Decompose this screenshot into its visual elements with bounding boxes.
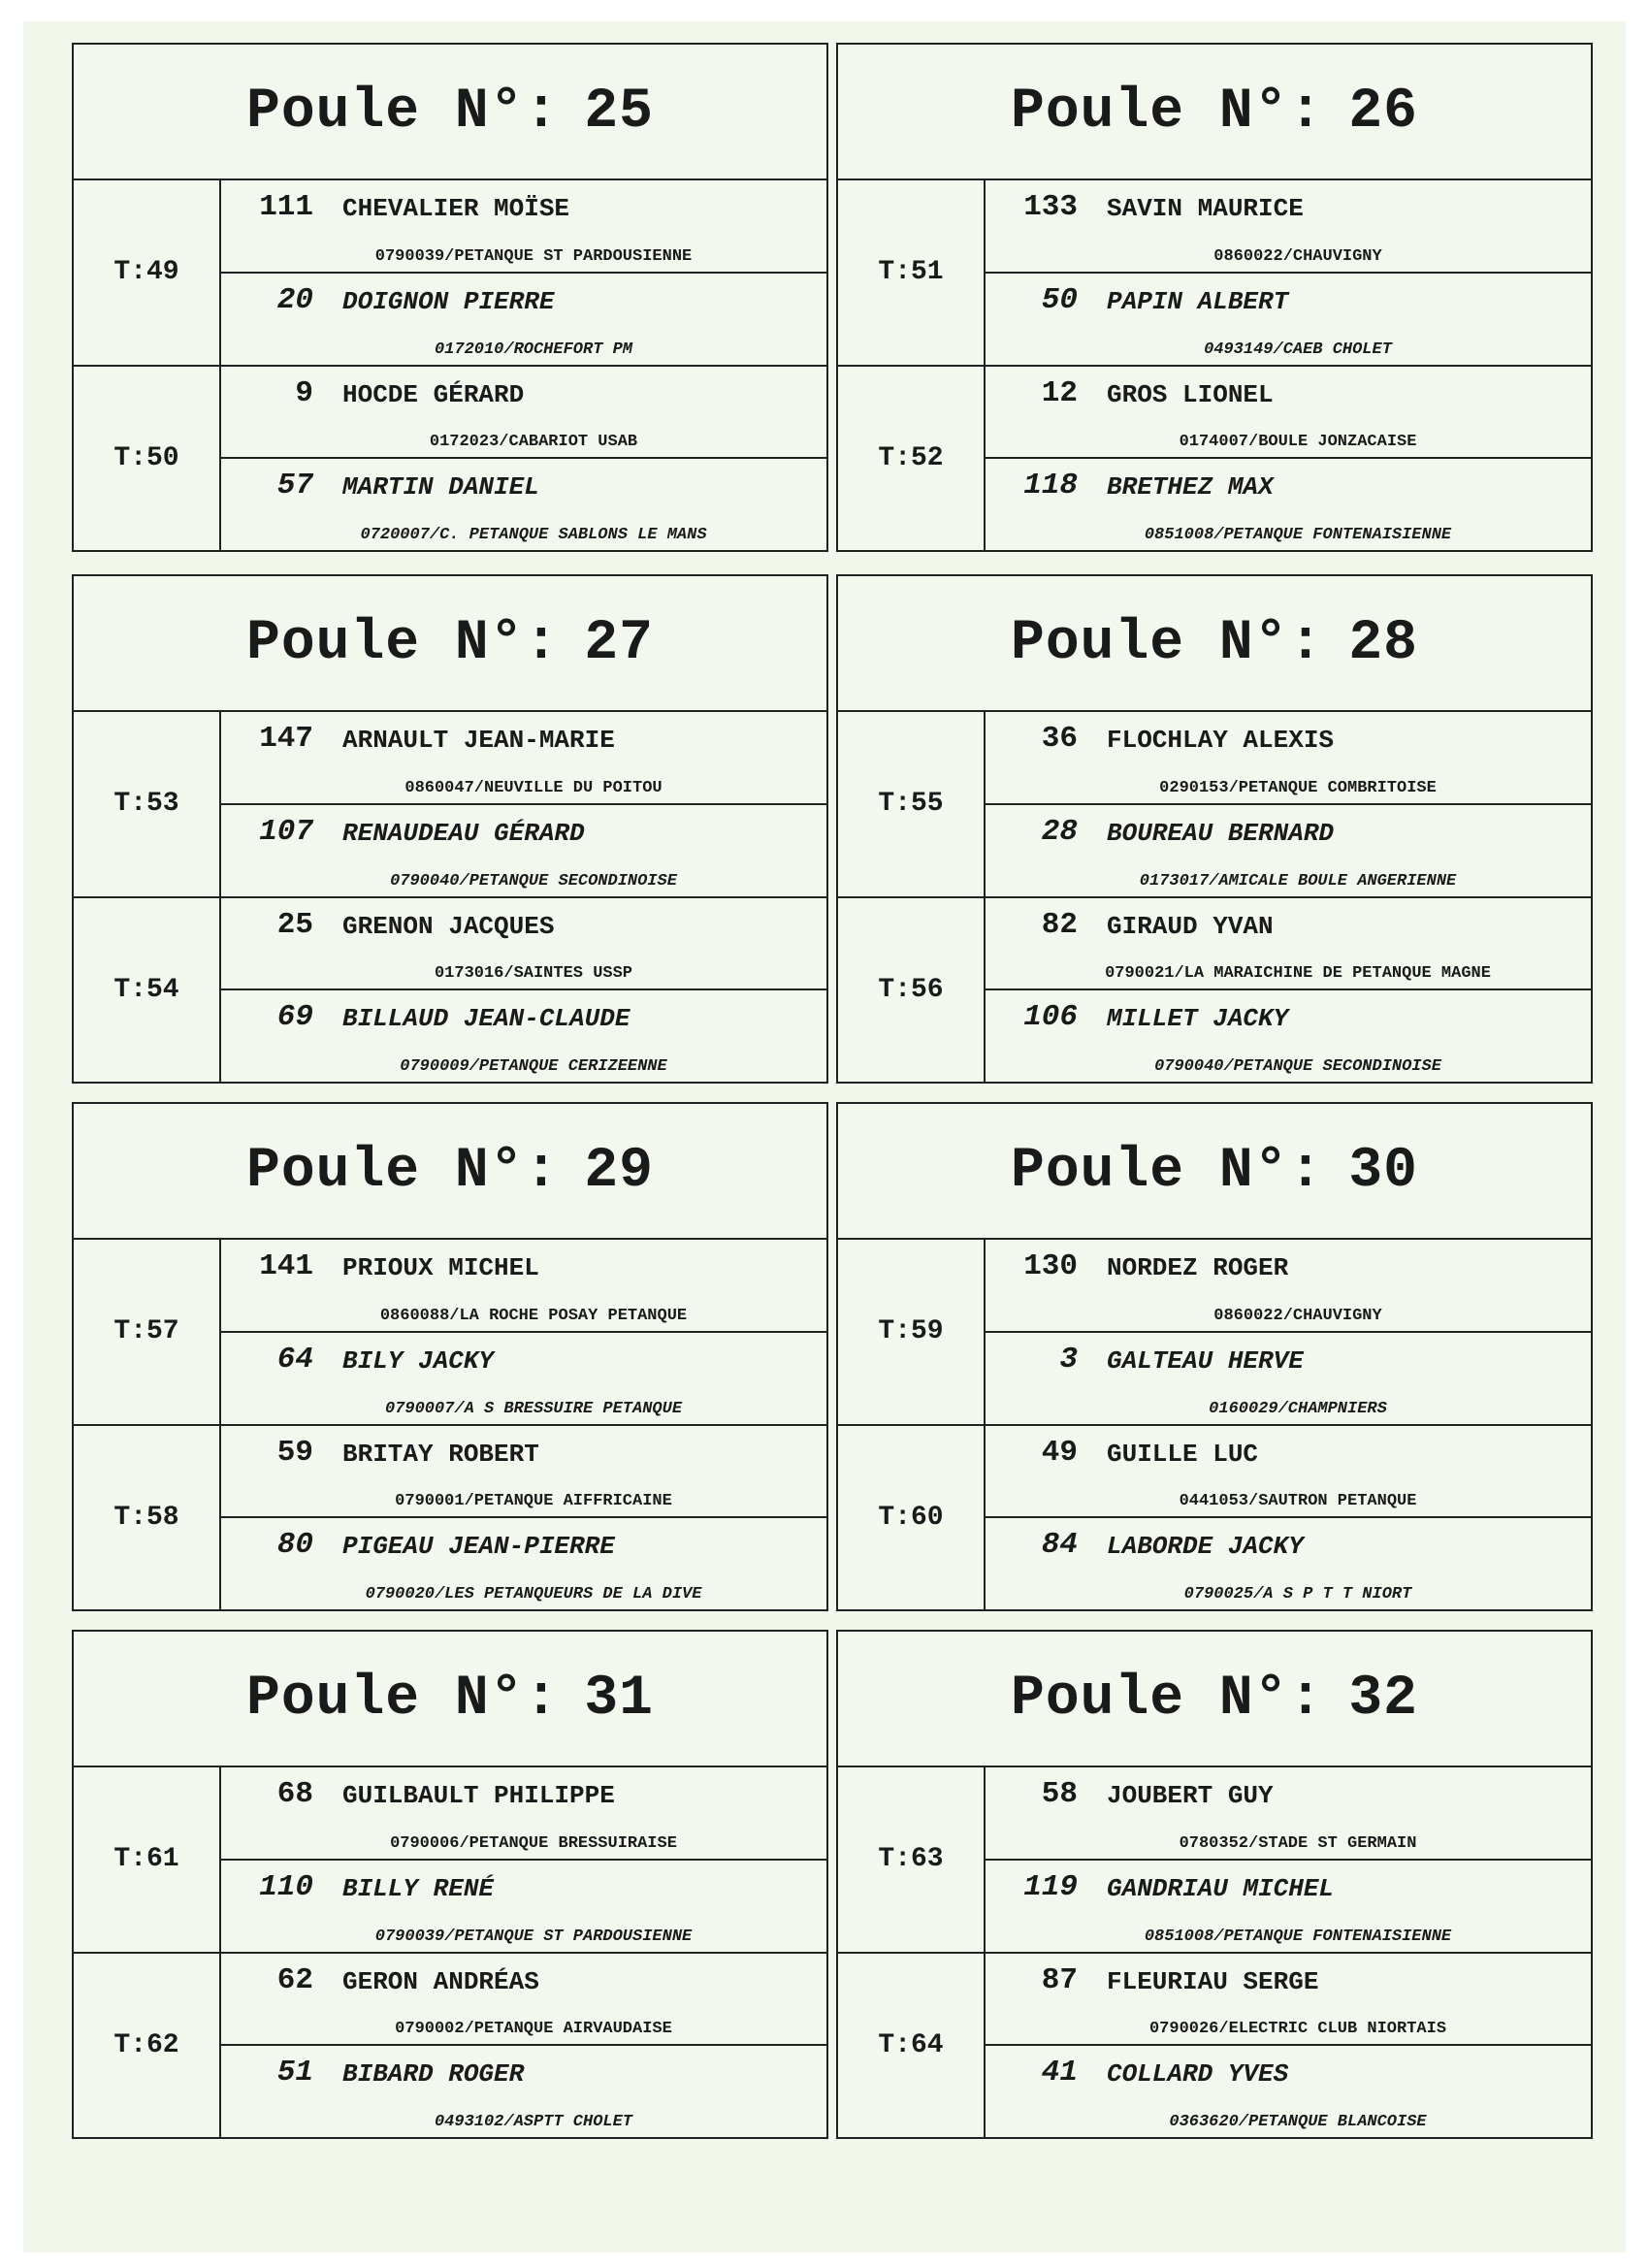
player-name: PIGEAU JEAN-PIERRE	[342, 1532, 615, 1562]
table-block	[838, 180, 1591, 367]
player-name: BILY JACKY	[342, 1345, 495, 1376]
player-number: 69	[276, 1000, 313, 1035]
poule-tables	[74, 1240, 826, 1609]
table-players	[221, 1426, 826, 1610]
table-block	[838, 1954, 1591, 2138]
player-number: 36	[1041, 722, 1078, 756]
player-club: 0790020/LES PETANQUEURS DE LA DIVE	[365, 1585, 702, 1604]
player-row	[986, 1333, 1591, 1424]
table-players	[986, 1426, 1591, 1610]
poule-number: 30	[1348, 1139, 1418, 1203]
player-name: GANDRIAU MICHEL	[1107, 1873, 1335, 1903]
player-name: BILLY RENÉ	[342, 1873, 495, 1903]
poule-title	[838, 576, 1591, 712]
player-number: 84	[1041, 1528, 1078, 1563]
poule-label: Poule N°:	[1011, 80, 1324, 144]
player-club: 0441053/SAUTRON PETANQUE	[1179, 1492, 1417, 1511]
player-row	[986, 990, 1591, 1082]
poule-title	[838, 1104, 1591, 1240]
poule-number: 26	[1348, 80, 1418, 144]
poule-label: Poule N°:	[246, 80, 560, 144]
player-row	[221, 1240, 826, 1333]
table-players	[221, 367, 826, 551]
table-block	[838, 367, 1591, 551]
player-club: 0790026/ELECTRIC CLUB NIORTAIS	[1148, 2020, 1447, 2039]
player-number: 59	[276, 1435, 313, 1470]
player-row	[986, 1518, 1591, 1609]
table-players	[986, 180, 1591, 365]
player-name: MILLET JACKY	[1107, 1004, 1289, 1034]
player-club: 0790006/PETANQUE BRESSUIRAISE	[390, 1833, 677, 1853]
player-row	[221, 1518, 826, 1609]
player-name: JOUBERT GUY	[1107, 1781, 1274, 1810]
player-number: 147	[259, 722, 313, 756]
table-label: T:49	[74, 180, 221, 365]
poule-label: Poule N°:	[246, 611, 560, 675]
player-club: 0851008/PETANQUE FONTENAISIENNE	[1144, 1927, 1452, 1946]
table-block	[838, 1426, 1591, 1610]
poule-card	[836, 43, 1593, 552]
table-players	[221, 1767, 826, 1952]
player-row	[986, 1426, 1591, 1519]
table-players	[986, 1240, 1591, 1424]
player-number: 106	[1023, 1000, 1078, 1035]
table-block	[74, 1954, 826, 2138]
player-row	[986, 1240, 1591, 1333]
player-row	[221, 274, 826, 365]
player-number: 41	[1041, 2056, 1078, 2090]
scanned-page	[23, 21, 1626, 2252]
table-label: T:62	[74, 1954, 221, 2138]
player-row	[986, 898, 1591, 991]
player-number: 87	[1041, 1962, 1078, 1997]
player-row	[986, 805, 1591, 896]
player-club: 0790039/PETANQUE ST PARDOUSIENNE	[374, 1927, 693, 1946]
table-block	[838, 1240, 1591, 1426]
player-number: 111	[259, 190, 313, 224]
player-number: 49	[1041, 1435, 1078, 1470]
player-number: 68	[276, 1777, 313, 1811]
poule-card	[72, 1102, 828, 1611]
player-row	[986, 1954, 1591, 2047]
player-name: BRETHEZ MAX	[1107, 472, 1274, 502]
table-label: T:58	[74, 1426, 221, 1610]
player-number: 80	[276, 1528, 313, 1563]
player-name: GRENON JACQUES	[342, 911, 555, 941]
player-name: HOCDE GÉRARD	[342, 379, 525, 409]
player-number: 110	[259, 1869, 313, 1904]
player-number: 82	[1041, 907, 1078, 942]
player-row	[986, 367, 1591, 460]
table-label: T:52	[838, 367, 986, 551]
player-club: 0780352/STADE ST GERMAIN	[1179, 1833, 1417, 1853]
poule-card	[836, 1102, 1593, 1611]
table-label: T:53	[74, 712, 221, 896]
player-name: COLLARD YVES	[1107, 2059, 1289, 2090]
player-row	[221, 712, 826, 805]
table-label: T:55	[838, 712, 986, 896]
table-block	[74, 1767, 826, 1954]
player-club: 0174007/BOULE JONZACAISE	[1179, 433, 1417, 452]
player-club: 0172023/CABARIOT USAB	[429, 433, 638, 452]
table-block	[74, 898, 826, 1083]
table-label: T:59	[838, 1240, 986, 1424]
player-row	[221, 180, 826, 274]
player-number: 12	[1041, 375, 1078, 410]
table-players	[986, 1767, 1591, 1952]
player-number: 28	[1041, 814, 1078, 849]
player-row	[986, 1861, 1591, 1952]
player-club: 0790007/A S BRESSUIRE PETANQUE	[384, 1399, 683, 1418]
table-label: T:56	[838, 898, 986, 1083]
poule-card	[72, 43, 828, 552]
poule-label: Poule N°:	[1011, 1667, 1324, 1731]
table-block	[74, 180, 826, 367]
player-club: 0493102/ASPTT CHOLET	[434, 2113, 633, 2131]
player-row	[221, 2046, 826, 2137]
player-name: BOUREAU BERNARD	[1107, 818, 1335, 848]
poule-label: Poule N°:	[1011, 611, 1324, 675]
player-number: 133	[1023, 190, 1078, 224]
table-players	[221, 1240, 826, 1424]
table-block	[74, 367, 826, 551]
table-label: T:64	[838, 1954, 986, 2138]
table-block	[74, 1426, 826, 1610]
poule-number: 28	[1348, 611, 1418, 675]
player-row	[221, 1861, 826, 1952]
poule-title	[838, 1632, 1591, 1767]
player-name: ARNAULT JEAN-MARIE	[342, 726, 615, 755]
player-club: 0790021/LA MARAICHINE DE PETANQUE MAGNE	[1105, 964, 1491, 984]
player-club: 0860088/LA ROCHE POSAY PETANQUE	[379, 1306, 688, 1325]
poule-tables	[74, 180, 826, 550]
player-number: 50	[1041, 282, 1078, 317]
poule-card	[72, 574, 828, 1084]
player-club: 0790001/PETANQUE AIFFRICAINE	[395, 1492, 672, 1511]
player-name: GUILBAULT PHILIPPE	[342, 1781, 615, 1810]
table-label: T:54	[74, 898, 221, 1083]
player-club: 0790009/PETANQUE CERIZEENNE	[400, 1057, 667, 1076]
player-club: 0172010/ROCHEFORT PM	[434, 340, 633, 359]
player-name: PAPIN ALBERT	[1107, 286, 1289, 316]
player-club: 0851008/PETANQUE FONTENAISIENNE	[1144, 526, 1452, 544]
poule-tables	[838, 1240, 1591, 1609]
table-players	[221, 180, 826, 365]
player-number: 20	[276, 282, 313, 317]
player-name: MARTIN DANIEL	[342, 472, 539, 502]
poule-number: 31	[584, 1667, 654, 1731]
player-name: GROS LIONEL	[1107, 379, 1274, 409]
table-players	[221, 898, 826, 1083]
player-name: GUILLE LUC	[1107, 1439, 1259, 1469]
poule-number: 32	[1348, 1667, 1418, 1731]
player-number: 119	[1023, 1869, 1078, 1904]
player-row	[221, 1426, 826, 1519]
player-row	[221, 990, 826, 1082]
poule-label: Poule N°:	[1011, 1139, 1324, 1203]
player-name: DOIGNON PIERRE	[342, 286, 555, 316]
poule-tables	[74, 1767, 826, 2137]
table-players	[221, 712, 826, 896]
poule-card	[836, 574, 1593, 1084]
player-row	[986, 274, 1591, 365]
table-label: T:61	[74, 1767, 221, 1952]
poule-label: Poule N°:	[246, 1139, 560, 1203]
player-club: 0790039/PETANQUE ST PARDOUSIENNE	[374, 246, 693, 266]
player-name: BIBARD ROGER	[342, 2059, 525, 2090]
player-row	[986, 459, 1591, 550]
table-block	[74, 712, 826, 898]
player-number: 118	[1023, 469, 1078, 503]
player-row	[221, 898, 826, 991]
poule-tables	[838, 1767, 1591, 2137]
player-club: 0860022/CHAUVIGNY	[1213, 1306, 1382, 1325]
poule-number: 25	[584, 80, 654, 144]
player-name: SAVIN MAURICE	[1107, 194, 1304, 223]
table-players	[221, 1954, 826, 2138]
player-club: 0790025/A S P T T NIORT	[1183, 1585, 1412, 1604]
player-name: NORDEZ ROGER	[1107, 1253, 1289, 1282]
player-number: 3	[1059, 1342, 1078, 1377]
player-number: 58	[1041, 1777, 1078, 1811]
player-club: 0790040/PETANQUE SECONDINOISE	[1154, 1057, 1441, 1076]
player-name: FLOCHLAY ALEXIS	[1107, 726, 1335, 755]
player-row	[986, 2046, 1591, 2137]
poule-tables	[74, 712, 826, 1082]
player-name: BRITAY ROBERT	[342, 1439, 539, 1469]
player-row	[986, 180, 1591, 274]
player-number: 141	[259, 1249, 313, 1283]
player-club: 0290153/PETANQUE COMBRITOISE	[1159, 778, 1437, 797]
player-club: 0860047/NEUVILLE DU POITOU	[404, 778, 663, 797]
poule-label: Poule N°:	[246, 1667, 560, 1731]
player-name: RENAUDEAU GÉRARD	[342, 818, 585, 848]
poule-number: 29	[584, 1139, 654, 1203]
player-name: CHEVALIER MOÏSE	[342, 194, 570, 223]
player-club: 0173016/SAINTES USSP	[434, 964, 633, 984]
table-players	[986, 1954, 1591, 2138]
player-name: BILLAUD JEAN-CLAUDE	[342, 1004, 630, 1034]
player-row	[221, 1954, 826, 2047]
poule-title	[838, 45, 1591, 180]
player-club: 0790002/PETANQUE AIRVAUDAISE	[395, 2020, 672, 2039]
player-number: 51	[276, 2056, 313, 2090]
player-club: 0363620/PETANQUE BLANCOISE	[1169, 2113, 1427, 2131]
player-name: GIRAUD YVAN	[1107, 911, 1274, 941]
table-label: T:63	[838, 1767, 986, 1952]
poule-title	[74, 1632, 826, 1767]
table-block	[74, 1240, 826, 1426]
poule-number: 27	[584, 611, 654, 675]
table-label: T:57	[74, 1240, 221, 1424]
player-club: 0860022/CHAUVIGNY	[1213, 246, 1382, 266]
player-number: 25	[276, 907, 313, 942]
player-name: GALTEAU HERVE	[1107, 1345, 1304, 1376]
table-label: T:51	[838, 180, 986, 365]
table-players	[986, 367, 1591, 551]
poule-tables	[838, 180, 1591, 550]
player-name: GERON ANDRÉAS	[342, 1966, 539, 1996]
player-row	[986, 1767, 1591, 1861]
player-club: 0173017/AMICALE BOULE ANGERIENNE	[1139, 871, 1457, 891]
player-row	[221, 459, 826, 550]
table-block	[838, 712, 1591, 898]
player-club: 0160029/CHAMPNIERS	[1209, 1399, 1387, 1418]
player-club: 0720007/C. PETANQUE SABLONS LE MANS	[360, 526, 707, 544]
table-label: T:50	[74, 367, 221, 551]
player-number: 9	[295, 375, 313, 410]
player-name: PRIOUX MICHEL	[342, 1253, 539, 1282]
player-number: 64	[276, 1342, 313, 1377]
player-name: FLEURIAU SERGE	[1107, 1966, 1319, 1996]
player-number: 57	[276, 469, 313, 503]
table-players	[986, 898, 1591, 1083]
player-row	[221, 1333, 826, 1424]
player-number: 62	[276, 1962, 313, 1997]
poule-title	[74, 1104, 826, 1240]
player-number: 130	[1023, 1249, 1078, 1283]
player-row	[986, 712, 1591, 805]
player-row	[221, 805, 826, 896]
table-block	[838, 1767, 1591, 1954]
table-block	[838, 898, 1591, 1083]
player-name: LABORDE JACKY	[1107, 1532, 1304, 1562]
poule-title	[74, 45, 826, 180]
player-club: 0493149/CAEB CHOLET	[1204, 340, 1392, 359]
poule-title	[74, 576, 826, 712]
player-row	[221, 1767, 826, 1861]
player-number: 107	[259, 814, 313, 849]
player-club: 0790040/PETANQUE SECONDINOISE	[390, 871, 677, 891]
player-row	[221, 367, 826, 460]
poule-tables	[838, 712, 1591, 1082]
table-label: T:60	[838, 1426, 986, 1610]
table-players	[986, 712, 1591, 896]
poule-card	[836, 1630, 1593, 2139]
poule-card	[72, 1630, 828, 2139]
